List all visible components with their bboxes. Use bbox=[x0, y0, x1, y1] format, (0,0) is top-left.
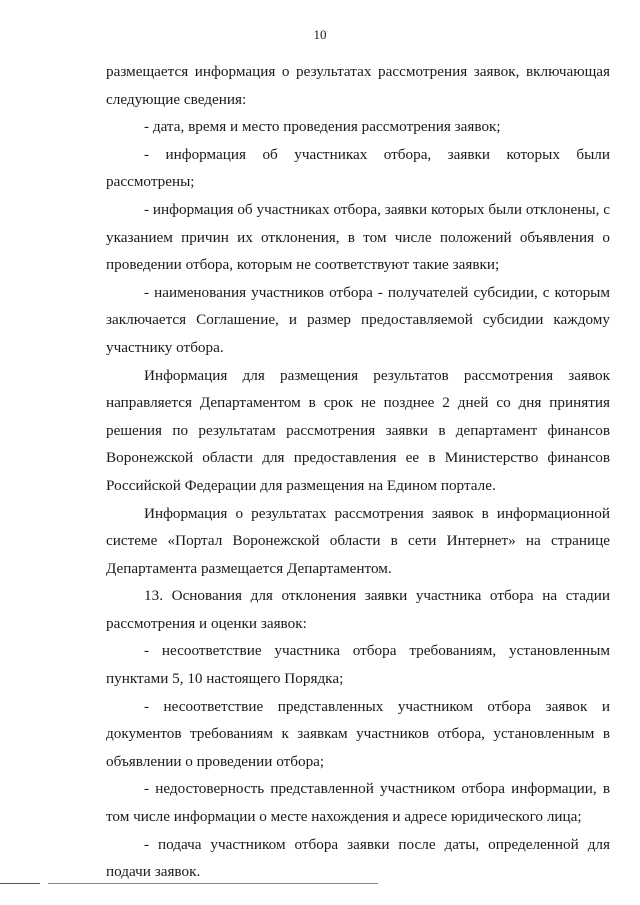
list-item-documents: - несоответствие представленных участником отбора заявок и документов требованиям к заявкам участников отбора, установленным в объявлении о проведении отбора; bbox=[106, 697, 610, 770]
paragraph-intro: размещается информация о результатах рассмотрения заявок, включающая следующие сведения: bbox=[106, 63, 610, 108]
list-item-reviewed: - информация об участниках отбора, заявки которых были рассмотрены; bbox=[106, 145, 610, 191]
page-number: 10 bbox=[313, 27, 327, 42]
list-item-date: - дата, время и место проведения рассмотрения заявок; bbox=[144, 118, 501, 136]
section-13-heading: 13. Основания для отклонения заявки участника отбора на стадии рассмотрения и оценки заявок: bbox=[106, 587, 610, 632]
paragraph-portal: Информация о результатах рассмотрения заявок в информационной системе «Портал Воронежской области в сети Интернет» на странице Департамента размещается Департаментом. bbox=[106, 504, 610, 577]
list-item-unreliable: - недостоверность представленной участником отбора информации, в том числе информации о месте нахождения и адресе юридического лица; bbox=[106, 780, 610, 826]
list-item-requirements: - несоответствие участника отбора требованиям, установленным пунктами 5, 10 настоящего Порядка; bbox=[106, 642, 610, 688]
list-item-rejected: - информация об участниках отбора, заявки которых были отклонены, с указанием причин их отклонения, в том числе положений объявления о проведении отбора, которым не соответствуют такие заявки; bbox=[106, 200, 610, 274]
footer-rule bbox=[48, 883, 378, 884]
list-item-recipients: - наименования участников отбора - получателей субсидии, с которым заключается Соглашение, и размер предоставляемой субсидии каждому участнику отбора. bbox=[106, 283, 610, 356]
paragraph-publication: Информация для размещения результатов рассмотрения заявок направляется Департаментом в срок не позднее 2 дней со дня принятия решения по результатам рассмотрения заявки в департамент финансов Воронежской области для предоставления ее в Министерство финансов Российской Федерации для размещения на Едином портале. bbox=[106, 366, 610, 494]
footer-rule-left bbox=[0, 883, 40, 884]
document-body bbox=[106, 58, 610, 886]
list-item-late: - подача участником отбора заявки после даты, определенной для подачи заявок. bbox=[106, 835, 610, 881]
